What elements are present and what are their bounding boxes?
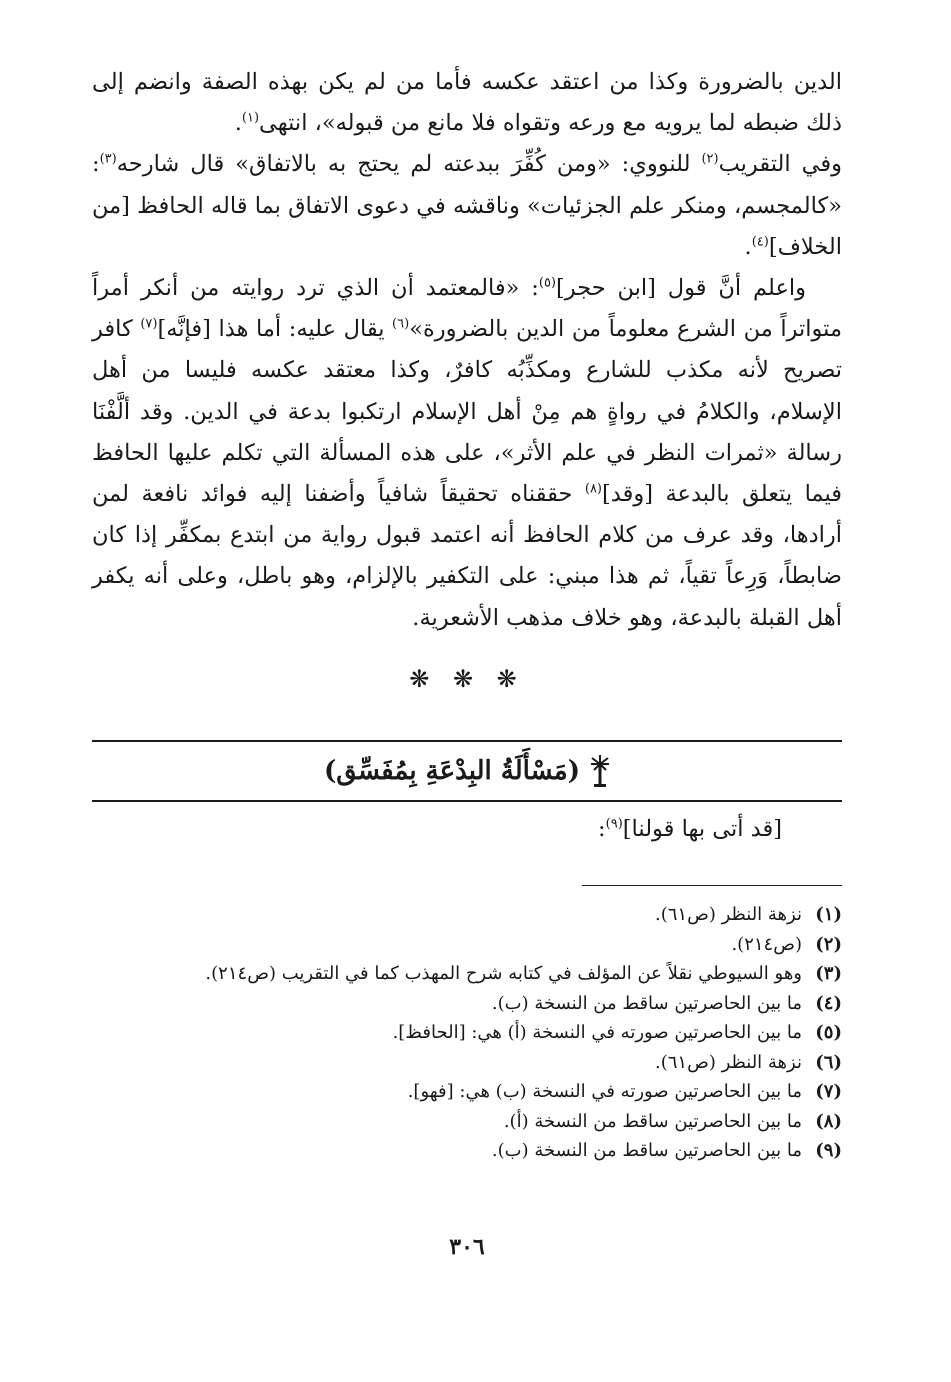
footnote-ref-4[interactable]: (٤): [751, 234, 769, 250]
section-heading-box: [92, 740, 842, 802]
footnote-text: ما بين الحاصرتين ساقط من النسخة (أ).: [503, 1110, 802, 1132]
footnote-text: ما بين الحاصرتين صورته في النسخة (أ) هي: [الحافظ].: [392, 1022, 802, 1043]
footnote-number: (٦): [815, 1051, 842, 1073]
footnote-item: [92, 1018, 842, 1048]
section-heading: (مَسْأَلَةُ البِدْعَةِ بِمُفَسِّق): [324, 756, 581, 786]
footnote-text: ما بين الحاصرتين ساقط من النسخة (ب).: [491, 1140, 802, 1161]
footnote-ref-6[interactable]: (٦): [392, 316, 410, 332]
footnote-number: (٥): [815, 1022, 842, 1043]
footnote-number: (٣): [815, 963, 842, 984]
footnote-text: نزهة النظر (ص٦١).: [654, 1051, 802, 1073]
paragraph-3: واعلم أنَّ قول [ابن حجر]$^{(٥)}$: «فالمعتمد أن الذي ترد روايته من أنكر أمراً متواتراً من الشرع معلوماً من الدين بالضرورة»$^{(٦)}$ يقال عليه: أما هذا [فإنَّه]$^{(٧)}$ كافر تصريح لأنه مكذب للشارع ومكذِّبُه كافرٌ، وكذا معتقد عكسه فليسا من أهل الإسلام، والكلامُ في رواةٍ هم مِنْ أهل الإسلام ارتكبوا بدعة في الدين. وقد ألَّفْنَا رسالة «ثمرات النظر في علم الأثر»، على هذه المسألة التي تكلم عليها الحافظ فيما يتعلق بالبدعة [وقد]$^{(٨)}$ حققناه تحقيقاً شافياً وأضفنا إليه فوائد نافعة لمن أرادها، وقد عرف من كلام الحافظ أنه اعتمد قبول رواية من ابتدع بمكفِّر إذا كان ضابطاً، وَرِعاً تقياً، ثم هذا مبني: على التكفير بالإلزام، وهو باطل، وعلى أنه يكفر أهل القبلة بالبدعة، وهو خلاف مذهب الأشعرية.: [92, 275, 843, 631]
footnote-ref-8[interactable]: (٨): [584, 481, 602, 497]
footnote-ref-3[interactable]: (٣): [99, 151, 117, 167]
section-separator: ❋ ❋ ❋: [409, 664, 525, 693]
footnote-number: (٩): [815, 1140, 842, 1161]
footnote-number: (٢): [815, 933, 842, 955]
footnote-ref-1[interactable]: (١): [241, 110, 260, 126]
footnotes: [92, 900, 842, 1166]
footnote-item: [92, 1107, 842, 1137]
footnote-text: (ص٢١٤).: [731, 933, 802, 955]
book-page: [92, 62, 843, 1260]
paragraph-2: وفي التقريب$^{(٢)}$ للنووي: «ومن كُفِّرَ ببدعته لم يحتج به بالاتفاق» قال شارحه$^{(٣)}$: «كالمجسم، ومنكر علم الجزئيات» وناقشه في دعوى الاتفاق بما قاله الحافظ [من الخلاف]$^{(٤)}$.: [92, 151, 843, 260]
footnote-ref-7[interactable]: (٧): [140, 316, 158, 332]
footnote-text: ما بين الحاصرتين ساقط من النسخة (ب).: [491, 992, 802, 1014]
footnote-item: [92, 959, 842, 989]
footnote-item: [92, 1136, 842, 1166]
footnote-number: (٧): [815, 1081, 842, 1102]
footnote-number: (٨): [815, 1110, 842, 1132]
paragraph-1: الدين بالضرورة وكذا من اعتقد عكسه فأما من لم يكن بهذه الصفة وانضم إلى ذلك ضبطه لما يرويه مع ورعه وتقواه فلا مانع من قبوله»، انتهى$^{(١)}$.: [92, 69, 842, 137]
footnote-ref-5[interactable]: (٥): [538, 275, 556, 291]
footnote-item: [92, 900, 842, 930]
footnote-text: نزهة النظر (ص٦١).: [654, 904, 802, 925]
intro-line: [قد أتى بها قولنا]$^{(٩)}$:: [598, 816, 782, 842]
footnote-ref-9[interactable]: (٩): [605, 816, 623, 832]
footnote-text: ما بين الحاصرتين صورته في النسخة (ب) هي: [فهو].: [407, 1081, 802, 1102]
palm-tree-icon: [590, 754, 610, 788]
footnote-ref-2[interactable]: (٢): [701, 151, 719, 167]
footnote-number: (٤): [815, 992, 842, 1014]
footnote-item: [92, 1048, 842, 1078]
footnote-item: [92, 1077, 842, 1107]
footnote-divider: [582, 885, 842, 886]
footnote-text: وهو السيوطي نقلاً عن المؤلف في كتابه شرح المهذب كما في التقريب (ص٢١٤).: [205, 963, 802, 984]
body-text: [92, 62, 842, 639]
footnote-number: (١): [815, 904, 842, 925]
footnote-item: [92, 989, 842, 1019]
footnote-item: [92, 930, 842, 960]
page-number: ٣٠٦: [449, 1234, 485, 1260]
